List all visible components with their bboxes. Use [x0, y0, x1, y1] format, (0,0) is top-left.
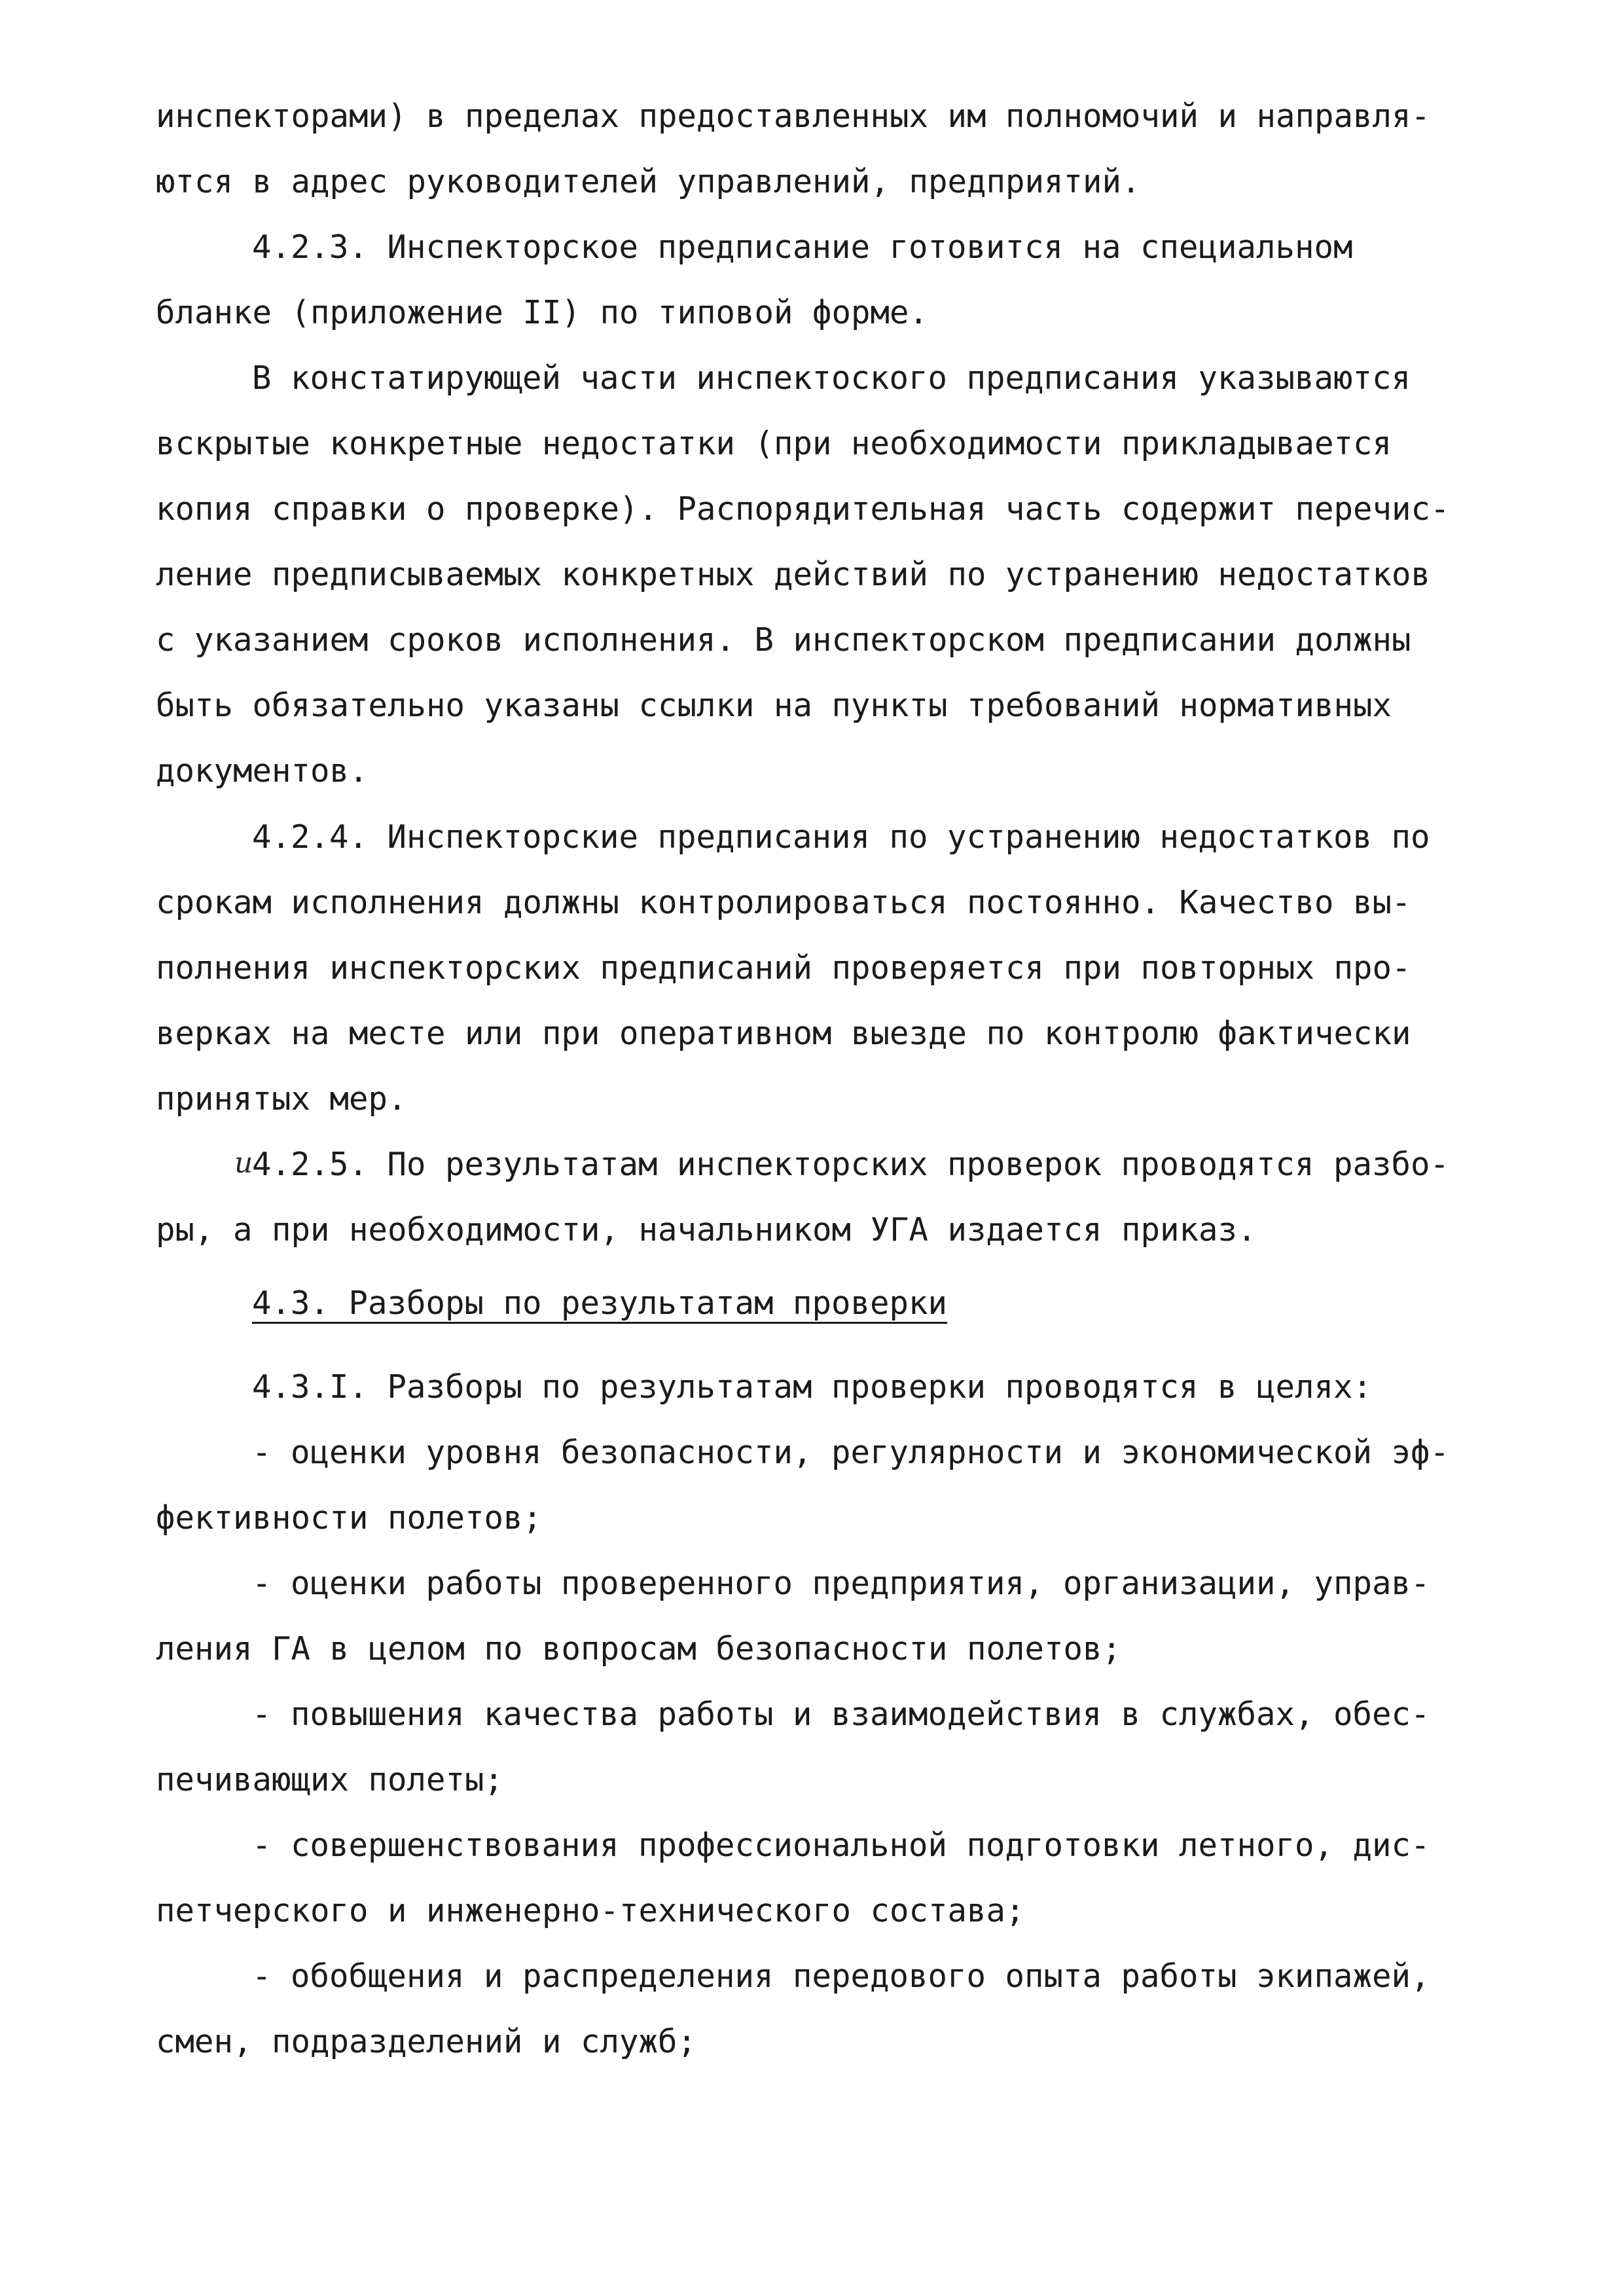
handwritten-correction: и — [234, 1146, 253, 1180]
text-line: копия справки о проверке). Распорядительная часть содержит перечис- — [156, 490, 1450, 528]
list-item-3-line-1: - повышения качества работы и взаимодействия в службах, обес- — [252, 1696, 1430, 1733]
text-line: ление предписываемых конкретных действий по устранению недостатков — [156, 556, 1431, 593]
paragraph-4-2-5-first-line: 4.2.5. По результатам инспекторских проверок проводятся разбо- — [252, 1146, 1450, 1183]
paragraph-4-2-3-first-line: 4.2.3. Инспекторское предписание готовится на специальном — [252, 228, 1353, 266]
text-line: ры, а при необходимости, начальником УГА издается приказ. — [156, 1211, 1257, 1248]
text-line: бланке (приложение II) по типовой форме. — [156, 294, 929, 331]
list-item-5-line-2: смен, подразделений и служб; — [156, 2023, 697, 2060]
list-item-4-line-2: петчерского и инженерно-технического состава; — [156, 1892, 1025, 1929]
list-item-1-line-1: - оценки уровня безопасности, регулярности и экономической эф- — [252, 1434, 1450, 1471]
section-heading-4-3: 4.3. Разборы по результатам проверки — [252, 1285, 948, 1322]
text-line: документов. — [156, 752, 369, 790]
list-item-1-line-2: фективности полетов; — [156, 1499, 543, 1537]
list-item-5-line-1: - обобщения и распределения передового опыта работы экипажей, — [252, 1958, 1430, 1995]
text-line: ются в адрес руководителей управлений, предприятий. — [156, 163, 1141, 200]
text-line: верках на месте или при оперативном выезде по контролю фактически — [156, 1015, 1411, 1052]
paragraph-4-3-1: 4.3.I. Разборы по результатам проверки проводятся в целях: — [252, 1368, 1373, 1406]
text-line: принятых мер. — [156, 1080, 407, 1118]
list-item-2-line-2: ления ГА в целом по вопросам безопасности полетов; — [156, 1630, 1122, 1667]
list-item-4-line-1: - совершенствования профессиональной подготовки летного, дис- — [252, 1827, 1430, 1864]
text-line: с указанием сроков исполнения. В инспекторском предписании должны — [156, 621, 1411, 659]
list-item-3-line-2: печивающих полеты; — [156, 1761, 504, 1798]
list-item-2-line-1: - оценки работы проверенного предприятия, организации, управ- — [252, 1565, 1430, 1602]
text-line: вскрытые конкретные недостатки (при необходимости прикладывается — [156, 425, 1392, 462]
text-line: быть обязательно указаны ссылки на пункты требований нормативных — [156, 687, 1392, 724]
text-line: полнения инспекторских предписаний проверяется при повторных про- — [156, 949, 1411, 987]
paragraph-4-2-4-first-line: 4.2.4. Инспекторские предписания по устранению недостатков по — [252, 818, 1430, 856]
text-line: срокам исполнения должны контролироваться постоянно. Качество вы- — [156, 884, 1411, 921]
paragraph-statement-first-line: В констатирующей части инспектоского предписания указываются — [252, 359, 1411, 397]
text-line: инспекторами) в пределах предоставленных им полномочий и направля- — [156, 98, 1431, 135]
